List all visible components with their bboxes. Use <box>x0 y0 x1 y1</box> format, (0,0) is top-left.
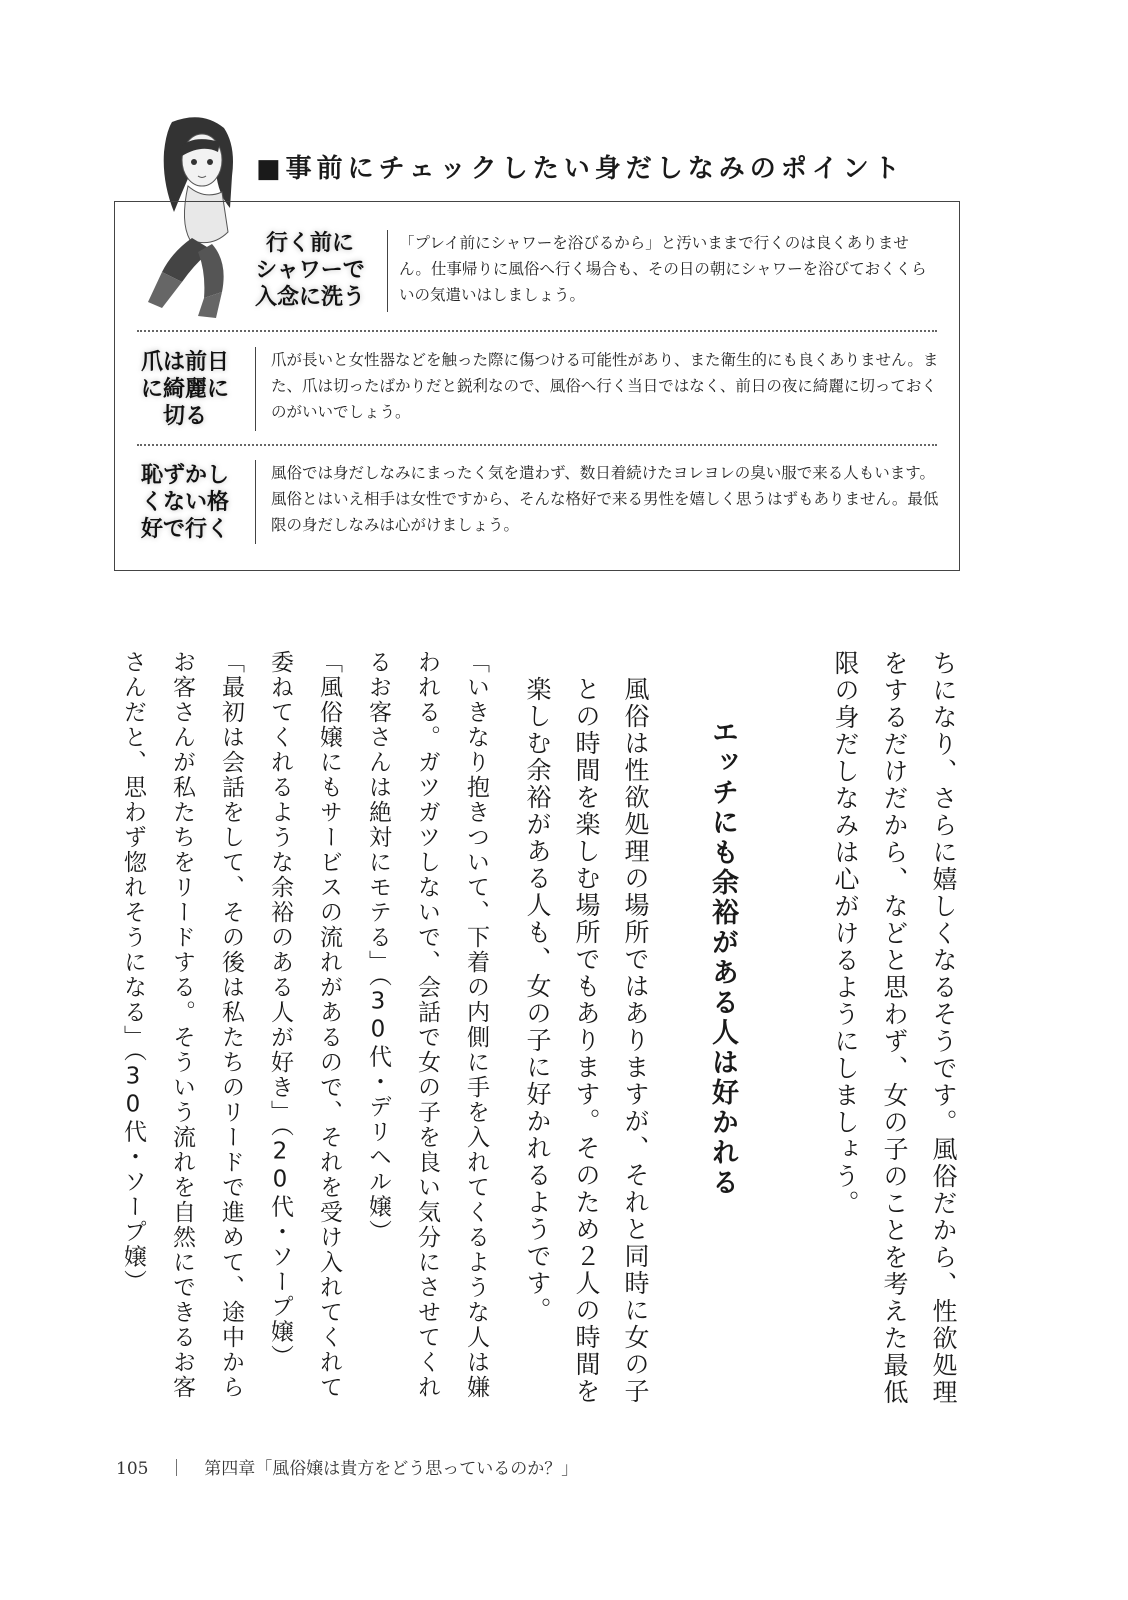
label-line: 好で行く <box>140 516 229 542</box>
point-text: 「プレイ前にシャワーを浴びるから」と汚いままで行くのは良くありません。仕事帰りに風俗へ行く場合も、その日の朝にシャワーを浴びておくくらいの気遣いはしましょう。 <box>399 234 927 304</box>
label-line: 行く前に <box>265 230 354 256</box>
point-row-nails <box>115 339 961 439</box>
body-paragraph: 風俗は性欲処理の場所ではありますが、それと同時に女の子との時間を楽しむ場所でもあります。そのため２人の時間を楽しむ余裕がある人も、女の子に好かれるようです。 <box>523 676 650 1405</box>
point-text: 風俗では身だしなみにまったく気を遣わず、数日着続けたヨレヨレの臭い服で来る人もいます。風俗とはいえ相手は女性ですから、そんな格好で来る男性を嬉しく思うはずもありません。最低限の身だしなみは心がけましょう。 <box>271 464 939 534</box>
page-number: 105 <box>116 1459 149 1479</box>
quote: 「風俗嬢にもサービスの流れがあるので、それを受け入れてくれて委ねてくれるような余裕のある人が好き」（20代・ソープ嬢） <box>267 650 342 1400</box>
label-line: くない格 <box>140 489 229 515</box>
label-line: シャワーで <box>255 257 365 283</box>
label-line: 切る <box>162 403 207 429</box>
label-divider <box>255 460 256 544</box>
point-label <box>123 452 247 552</box>
label-line: 恥ずかし <box>140 462 229 488</box>
point-row-clothes <box>115 452 961 552</box>
quote: 「最初は会話をして、その後は私たちのリードで進めて、途中からお客さんが私たちをリードする。そういう流れを自然にできるお客さんだと、思わず惚れそうになる」（30代・ソープ嬢） <box>120 650 244 1400</box>
point-label <box>235 214 385 326</box>
quote: 「いきなり抱きついて、下着の内側に手を入れてくるような人は嫌われる。ガツガツしないで、会話で女の子を良い気分にさせてくれるお客さんは絶対にモテる」（30代・デリヘル嬢） <box>365 650 489 1400</box>
section-heading: エッチにも余裕がある人は好かれる <box>707 718 738 1198</box>
point-text: 爪が長いと女性器などを触った際に傷つける可能性があり、また衛生的にも良くありません。また、爪は切ったばかりだと鋭利なので、風俗へ行く当日ではなく、前日の夜に綺麗に切っておくのがいいでしょう。 <box>271 351 939 421</box>
page-footer <box>116 1454 592 1479</box>
box-title: ■事前にチェックしたい身だしなみのポイント <box>256 154 905 184</box>
label-divider <box>255 347 256 431</box>
grooming-points-box <box>114 201 960 571</box>
chapter-title: 第四章「風俗嬢は貴方をどう思っているのか？」 <box>204 1459 579 1479</box>
body-intro: ちになり、さらに嬉しくなるそうです。風俗だから、性欲処理をするだけだから、などと思わず、女の子のことを考えた最低限の身だしなみは心がけるようにしましょう。 <box>831 650 958 1406</box>
footer-separator: ｜ <box>167 1459 185 1479</box>
quotes <box>108 650 500 1410</box>
point-row-shower <box>115 214 961 326</box>
label-line: に綺麗に <box>140 376 229 402</box>
label-line: 入念に洗う <box>254 284 365 310</box>
label-divider <box>387 230 388 312</box>
point-label <box>123 339 247 439</box>
dotted-divider <box>137 330 937 332</box>
label-line: 爪は前日 <box>140 349 229 375</box>
dotted-divider <box>137 444 937 446</box>
